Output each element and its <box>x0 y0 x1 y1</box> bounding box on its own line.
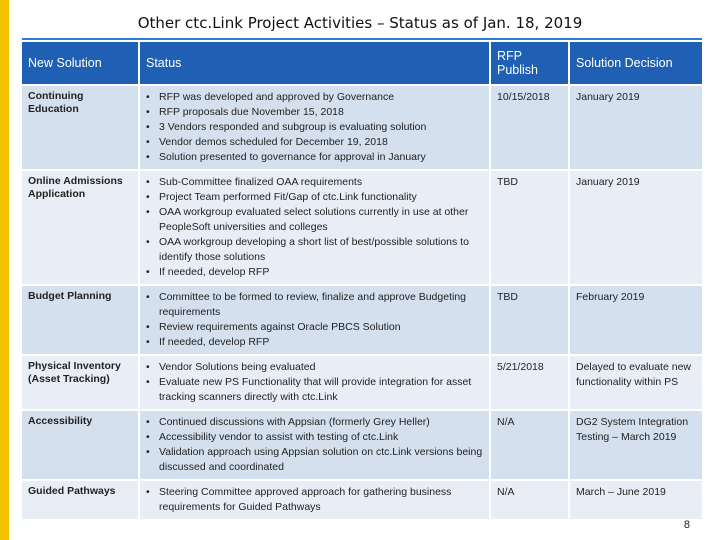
accent-bar <box>0 0 9 540</box>
status-item: • Validation approach using Appsian solution on ctc.Link versions being discussed and coordinated <box>146 445 483 475</box>
status-list <box>146 90 483 165</box>
status-item: • Continued discussions with Appsian (formerly Grey Heller) <box>146 415 483 430</box>
solution-name-cell: Accessibility <box>22 410 139 480</box>
header-new-solution: New Solution <box>22 42 139 85</box>
page-title: Other ctc.Link Project Activities – Status as of Jan. 18, 2019 <box>137 14 583 32</box>
solution-name-cell: Continuing Education <box>22 85 139 170</box>
status-list <box>146 290 483 350</box>
solution-decision-cell: March – June 2019 <box>569 480 702 519</box>
status-item: • Committee to be formed to review, finalize and approve Budgeting requirements <box>146 290 483 320</box>
status-item: • Solution presented to governance for approval in January <box>146 150 483 165</box>
table-header-row <box>22 42 702 85</box>
status-item: • Sub-Committee finalized OAA requirements <box>146 175 483 190</box>
solution-name-cell: Online Admissions Application <box>22 170 139 285</box>
table-row <box>22 355 702 410</box>
status-item: • If needed, develop RFP <box>146 335 483 350</box>
rfp-publish-cell: N/A <box>490 480 569 519</box>
solution-decision-cell: Delayed to evaluate new functionality within PS <box>569 355 702 410</box>
solution-name-cell: Budget Planning <box>22 285 139 355</box>
status-cell <box>139 170 490 285</box>
title-divider <box>22 38 702 40</box>
status-item: • Steering Committee approved approach for gathering business requirements for Guided Pathways <box>146 485 483 515</box>
status-cell <box>139 85 490 170</box>
status-item: • Project Team performed Fit/Gap of ctc.Link functionality <box>146 190 483 205</box>
status-item: • Review requirements against Oracle PBCS Solution <box>146 320 483 335</box>
status-item: • RFP was developed and approved by Governance <box>146 90 483 105</box>
status-list <box>146 175 483 280</box>
header-rfp-publish: RFP Publish <box>490 42 569 85</box>
rfp-publish-cell: TBD <box>490 285 569 355</box>
table-row <box>22 410 702 480</box>
table-row <box>22 170 702 285</box>
status-item: • 3 Vendors responded and subgroup is evaluating solution <box>146 120 483 135</box>
status-list <box>146 360 483 405</box>
solution-name-cell: Guided Pathways <box>22 480 139 519</box>
status-item: • If needed, develop RFP <box>146 265 483 280</box>
rfp-publish-cell: N/A <box>490 410 569 480</box>
rfp-publish-cell: 10/15/2018 <box>490 85 569 170</box>
solution-decision-cell: January 2019 <box>569 85 702 170</box>
rfp-publish-cell: TBD <box>490 170 569 285</box>
solution-decision-cell: DG2 System Integration Testing – March 2019 <box>569 410 702 480</box>
status-cell <box>139 410 490 480</box>
header-status: Status <box>139 42 490 85</box>
status-item: • Vendor demos scheduled for December 19, 2018 <box>146 135 483 150</box>
status-cell <box>139 285 490 355</box>
table-row <box>22 285 702 355</box>
status-item: • Accessibility vendor to assist with testing of ctc.Link <box>146 430 483 445</box>
status-item: • Vendor Solutions being evaluated <box>146 360 483 375</box>
status-item: • RFP proposals due November 15, 2018 <box>146 105 483 120</box>
solution-name-cell: Physical Inventory (Asset Tracking) <box>22 355 139 410</box>
status-item: • Evaluate new PS Functionality that will provide integration for asset tracking scanners directly with ctc.Link <box>146 375 483 405</box>
page-number: 8 <box>683 519 690 531</box>
status-cell <box>139 480 490 519</box>
table-row <box>22 85 702 170</box>
table-row <box>22 480 702 519</box>
status-item: • OAA workgroup developing a short list of best/possible solutions to identify those solutions <box>146 235 483 265</box>
status-list <box>146 485 483 515</box>
status-item: • OAA workgroup evaluated select solutions currently in use at other PeopleSoft universities and colleges <box>146 205 483 235</box>
status-cell <box>139 355 490 410</box>
status-table <box>22 42 702 519</box>
status-list <box>146 415 483 475</box>
header-solution-decision: Solution Decision <box>569 42 702 85</box>
solution-decision-cell: February 2019 <box>569 285 702 355</box>
solution-decision-cell: January 2019 <box>569 170 702 285</box>
rfp-publish-cell: 5/21/2018 <box>490 355 569 410</box>
